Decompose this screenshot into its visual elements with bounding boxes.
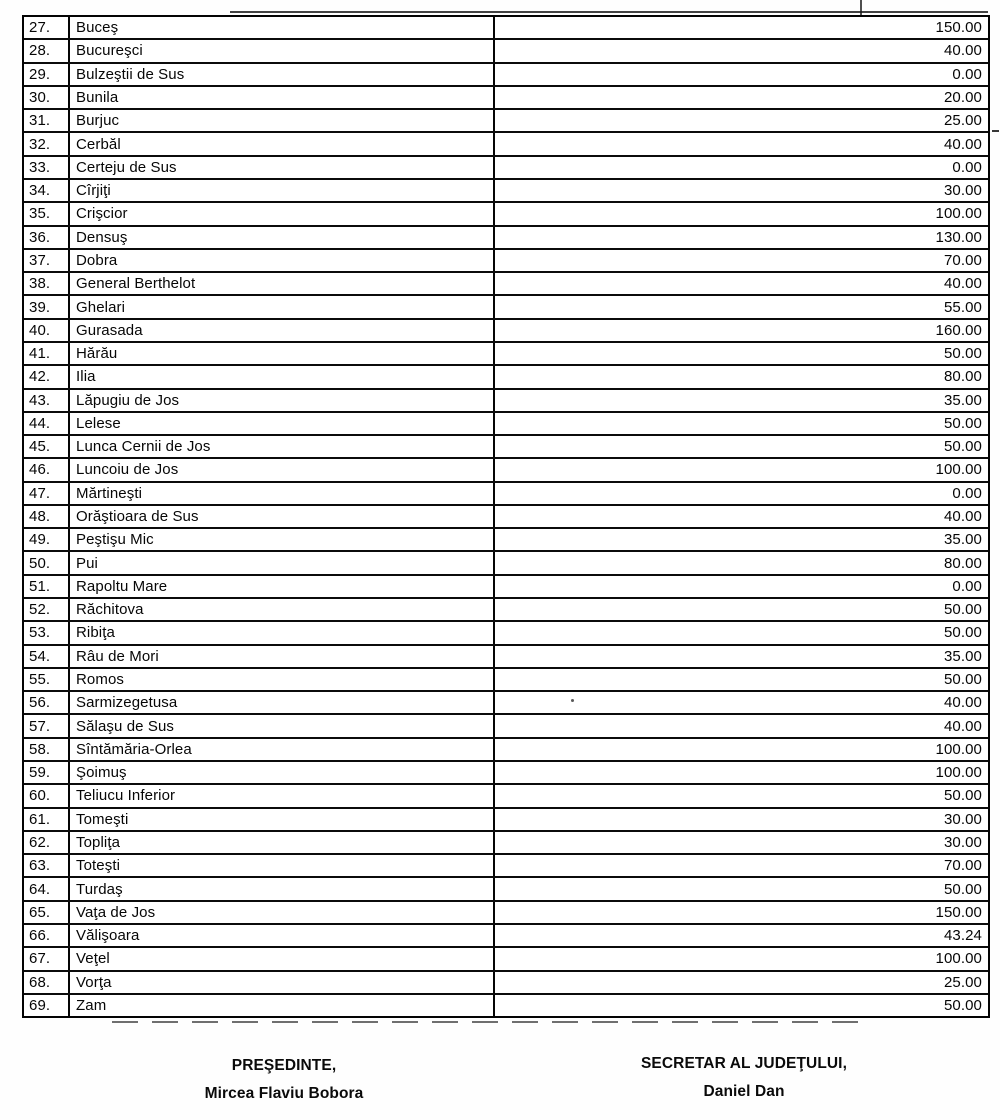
row-number: 39. xyxy=(24,296,70,317)
row-value: 80.00 xyxy=(943,554,982,572)
row-value: 40.00 xyxy=(943,42,982,60)
table-row xyxy=(24,809,988,832)
row-number: 29. xyxy=(24,64,70,85)
table-row xyxy=(24,390,988,413)
scan-artifact-top-line xyxy=(230,11,988,13)
commune-name: Sarmizegetusa xyxy=(70,692,495,713)
commune-table xyxy=(22,15,990,1018)
commune-name: Ilia xyxy=(70,366,495,387)
table-row xyxy=(24,855,988,878)
commune-name: Buceş xyxy=(70,17,495,38)
commune-name: Bulzeştii de Sus xyxy=(70,64,495,85)
scan-artifact-top-stub xyxy=(860,0,862,16)
table-row xyxy=(24,436,988,459)
scan-artifact-dash xyxy=(992,130,999,132)
row-number: 67. xyxy=(24,948,70,969)
president-name: Mircea Flaviu Bobora xyxy=(204,1085,364,1102)
row-number: 42. xyxy=(24,366,70,387)
row-value: 35.00 xyxy=(943,391,982,409)
row-value: 50.00 xyxy=(943,880,982,898)
row-number: 61. xyxy=(24,809,70,830)
commune-name: Lăpugiu de Jos xyxy=(70,390,495,411)
commune-name: Romos xyxy=(70,669,495,690)
row-number: 54. xyxy=(24,646,70,667)
table-row xyxy=(24,506,988,529)
row-number: 34. xyxy=(24,180,70,201)
table-row xyxy=(24,459,988,482)
commune-name: Vorţa xyxy=(70,972,495,993)
table-row xyxy=(24,925,988,948)
table-row xyxy=(24,529,988,552)
scan-artifact-bottom-line xyxy=(112,1021,870,1023)
commune-name: Tomeşti xyxy=(70,809,495,830)
table-row xyxy=(24,739,988,762)
commune-name: Gurasada xyxy=(70,320,495,341)
row-number: 49. xyxy=(24,529,70,550)
table-row xyxy=(24,552,988,575)
row-number: 47. xyxy=(24,483,70,504)
table-row xyxy=(24,715,988,738)
row-value: 0.00 xyxy=(952,158,982,176)
commune-name: Şoimuş xyxy=(70,762,495,783)
commune-name: Râu de Mori xyxy=(70,646,495,667)
row-value: 130.00 xyxy=(935,228,982,246)
table-row xyxy=(24,622,988,645)
commune-name: Densuş xyxy=(70,227,495,248)
table-row xyxy=(24,785,988,808)
row-number: 62. xyxy=(24,832,70,853)
table-row xyxy=(24,250,988,273)
commune-name: Ribiţa xyxy=(70,622,495,643)
secretary-title: SECRETAR AL JUDEŢULUI, xyxy=(640,1055,847,1072)
commune-name: Lunca Cernii de Jos xyxy=(70,436,495,457)
row-number: 68. xyxy=(24,972,70,993)
row-number: 64. xyxy=(24,878,70,899)
row-number: 46. xyxy=(24,459,70,480)
row-value: 50.00 xyxy=(943,787,982,805)
row-value: 43.24 xyxy=(943,927,982,945)
commune-name: Lelese xyxy=(70,413,495,434)
commune-name: Cîrjiţi xyxy=(70,180,495,201)
row-value: 30.00 xyxy=(943,182,982,200)
table-row xyxy=(24,599,988,622)
commune-name: Mărtineşti xyxy=(70,483,495,504)
table-row xyxy=(24,878,988,901)
commune-name: Vaţa de Jos xyxy=(70,902,495,923)
row-number: 33. xyxy=(24,157,70,178)
row-value: 50.00 xyxy=(943,671,982,689)
row-number: 53. xyxy=(24,622,70,643)
table-row xyxy=(24,483,988,506)
commune-name: Teliucu Inferior xyxy=(70,785,495,806)
row-number: 30. xyxy=(24,87,70,108)
table-row xyxy=(24,203,988,226)
row-number: 48. xyxy=(24,506,70,527)
row-number: 40. xyxy=(24,320,70,341)
commune-name: Sălaşu de Sus xyxy=(70,715,495,736)
row-value: 100.00 xyxy=(935,740,982,758)
row-value: 40.00 xyxy=(943,694,982,712)
row-number: 32. xyxy=(24,133,70,154)
scan-artifact-dot xyxy=(571,699,574,702)
commune-name: Rapoltu Mare xyxy=(70,576,495,597)
row-number: 65. xyxy=(24,902,70,923)
row-number: 56. xyxy=(24,692,70,713)
row-value: 55.00 xyxy=(943,298,982,316)
commune-name: Vălişoara xyxy=(70,925,495,946)
commune-name: Toteşti xyxy=(70,855,495,876)
row-number: 60. xyxy=(24,785,70,806)
table-row xyxy=(24,576,988,599)
row-value: 100.00 xyxy=(935,950,982,968)
table-row xyxy=(24,646,988,669)
table-row xyxy=(24,902,988,925)
row-value: 0.00 xyxy=(952,484,982,502)
commune-name: Crişcior xyxy=(70,203,495,224)
row-value: 70.00 xyxy=(943,251,982,269)
commune-name: Pui xyxy=(70,552,495,573)
row-value: 160.00 xyxy=(935,321,982,339)
row-value: 50.00 xyxy=(943,996,982,1014)
row-number: 52. xyxy=(24,599,70,620)
table-row xyxy=(24,692,988,715)
table-row xyxy=(24,948,988,971)
table-row xyxy=(24,669,988,692)
row-value: 100.00 xyxy=(935,461,982,479)
table-row xyxy=(24,40,988,63)
commune-name: Sîntămăria-Orlea xyxy=(70,739,495,760)
president-title: PREŞEDINTE, xyxy=(231,1057,337,1074)
signature-block-secretary xyxy=(574,1050,914,1106)
row-value: 150.00 xyxy=(935,19,982,37)
row-value: 25.00 xyxy=(943,112,982,130)
row-value: 30.00 xyxy=(943,810,982,828)
commune-name: Dobra xyxy=(70,250,495,271)
table-row xyxy=(24,832,988,855)
row-number: 44. xyxy=(24,413,70,434)
row-number: 38. xyxy=(24,273,70,294)
table-row xyxy=(24,87,988,110)
row-value: 100.00 xyxy=(935,205,982,223)
row-number: 41. xyxy=(24,343,70,364)
row-value: 50.00 xyxy=(943,414,982,432)
row-number: 55. xyxy=(24,669,70,690)
row-value: 150.00 xyxy=(935,903,982,921)
commune-name: Ghelari xyxy=(70,296,495,317)
row-number: 59. xyxy=(24,762,70,783)
row-value: 50.00 xyxy=(943,345,982,363)
row-number: 66. xyxy=(24,925,70,946)
table-row xyxy=(24,110,988,133)
row-number: 50. xyxy=(24,552,70,573)
table-row xyxy=(24,296,988,319)
row-number: 63. xyxy=(24,855,70,876)
table-row xyxy=(24,17,988,40)
row-value: 50.00 xyxy=(943,438,982,456)
row-number: 43. xyxy=(24,390,70,411)
table-row xyxy=(24,320,988,343)
row-number: 58. xyxy=(24,739,70,760)
commune-name: Bunila xyxy=(70,87,495,108)
row-number: 35. xyxy=(24,203,70,224)
row-number: 57. xyxy=(24,715,70,736)
table-row xyxy=(24,64,988,87)
commune-name: Zam xyxy=(70,995,495,1016)
row-value: 25.00 xyxy=(943,973,982,991)
commune-name: Veţel xyxy=(70,948,495,969)
row-value: 0.00 xyxy=(952,65,982,83)
row-value: 35.00 xyxy=(943,647,982,665)
commune-name: Peştişu Mic xyxy=(70,529,495,550)
row-number: 36. xyxy=(24,227,70,248)
row-value: 0.00 xyxy=(952,577,982,595)
table-row xyxy=(24,762,988,785)
commune-name: Luncoiu de Jos xyxy=(70,459,495,480)
commune-name: Topliţa xyxy=(70,832,495,853)
row-value: 50.00 xyxy=(943,601,982,619)
table-row xyxy=(24,180,988,203)
commune-name: Burjuc xyxy=(70,110,495,131)
row-number: 28. xyxy=(24,40,70,61)
row-value: 40.00 xyxy=(943,717,982,735)
commune-name: General Berthelot xyxy=(70,273,495,294)
row-value: 40.00 xyxy=(943,275,982,293)
commune-name: Hărău xyxy=(70,343,495,364)
row-value: 50.00 xyxy=(943,624,982,642)
table-row xyxy=(24,995,988,1016)
row-value: 40.00 xyxy=(943,135,982,153)
commune-name: Bucureşci xyxy=(70,40,495,61)
table-row xyxy=(24,133,988,156)
row-value: 80.00 xyxy=(943,368,982,386)
table-row xyxy=(24,157,988,180)
commune-name: Turdaş xyxy=(70,878,495,899)
table-row xyxy=(24,972,988,995)
table-row xyxy=(24,343,988,366)
row-value: 20.00 xyxy=(943,88,982,106)
commune-name: Răchitova xyxy=(70,599,495,620)
commune-name: Orăştioara de Sus xyxy=(70,506,495,527)
signature-block-president xyxy=(114,1052,454,1108)
row-number: 69. xyxy=(24,995,70,1016)
row-value: 100.00 xyxy=(935,764,982,782)
row-number: 31. xyxy=(24,110,70,131)
row-number: 45. xyxy=(24,436,70,457)
row-number: 27. xyxy=(24,17,70,38)
table-row xyxy=(24,227,988,250)
table-row xyxy=(24,413,988,436)
row-number: 37. xyxy=(24,250,70,271)
table-row xyxy=(24,366,988,389)
table-row xyxy=(24,273,988,296)
row-value: 70.00 xyxy=(943,857,982,875)
row-number: 51. xyxy=(24,576,70,597)
commune-name: Certeju de Sus xyxy=(70,157,495,178)
row-value: 35.00 xyxy=(943,531,982,549)
commune-name: Cerbăl xyxy=(70,133,495,154)
row-value: 30.00 xyxy=(943,833,982,851)
secretary-name: Daniel Dan xyxy=(703,1083,785,1100)
row-value: 40.00 xyxy=(943,508,982,526)
